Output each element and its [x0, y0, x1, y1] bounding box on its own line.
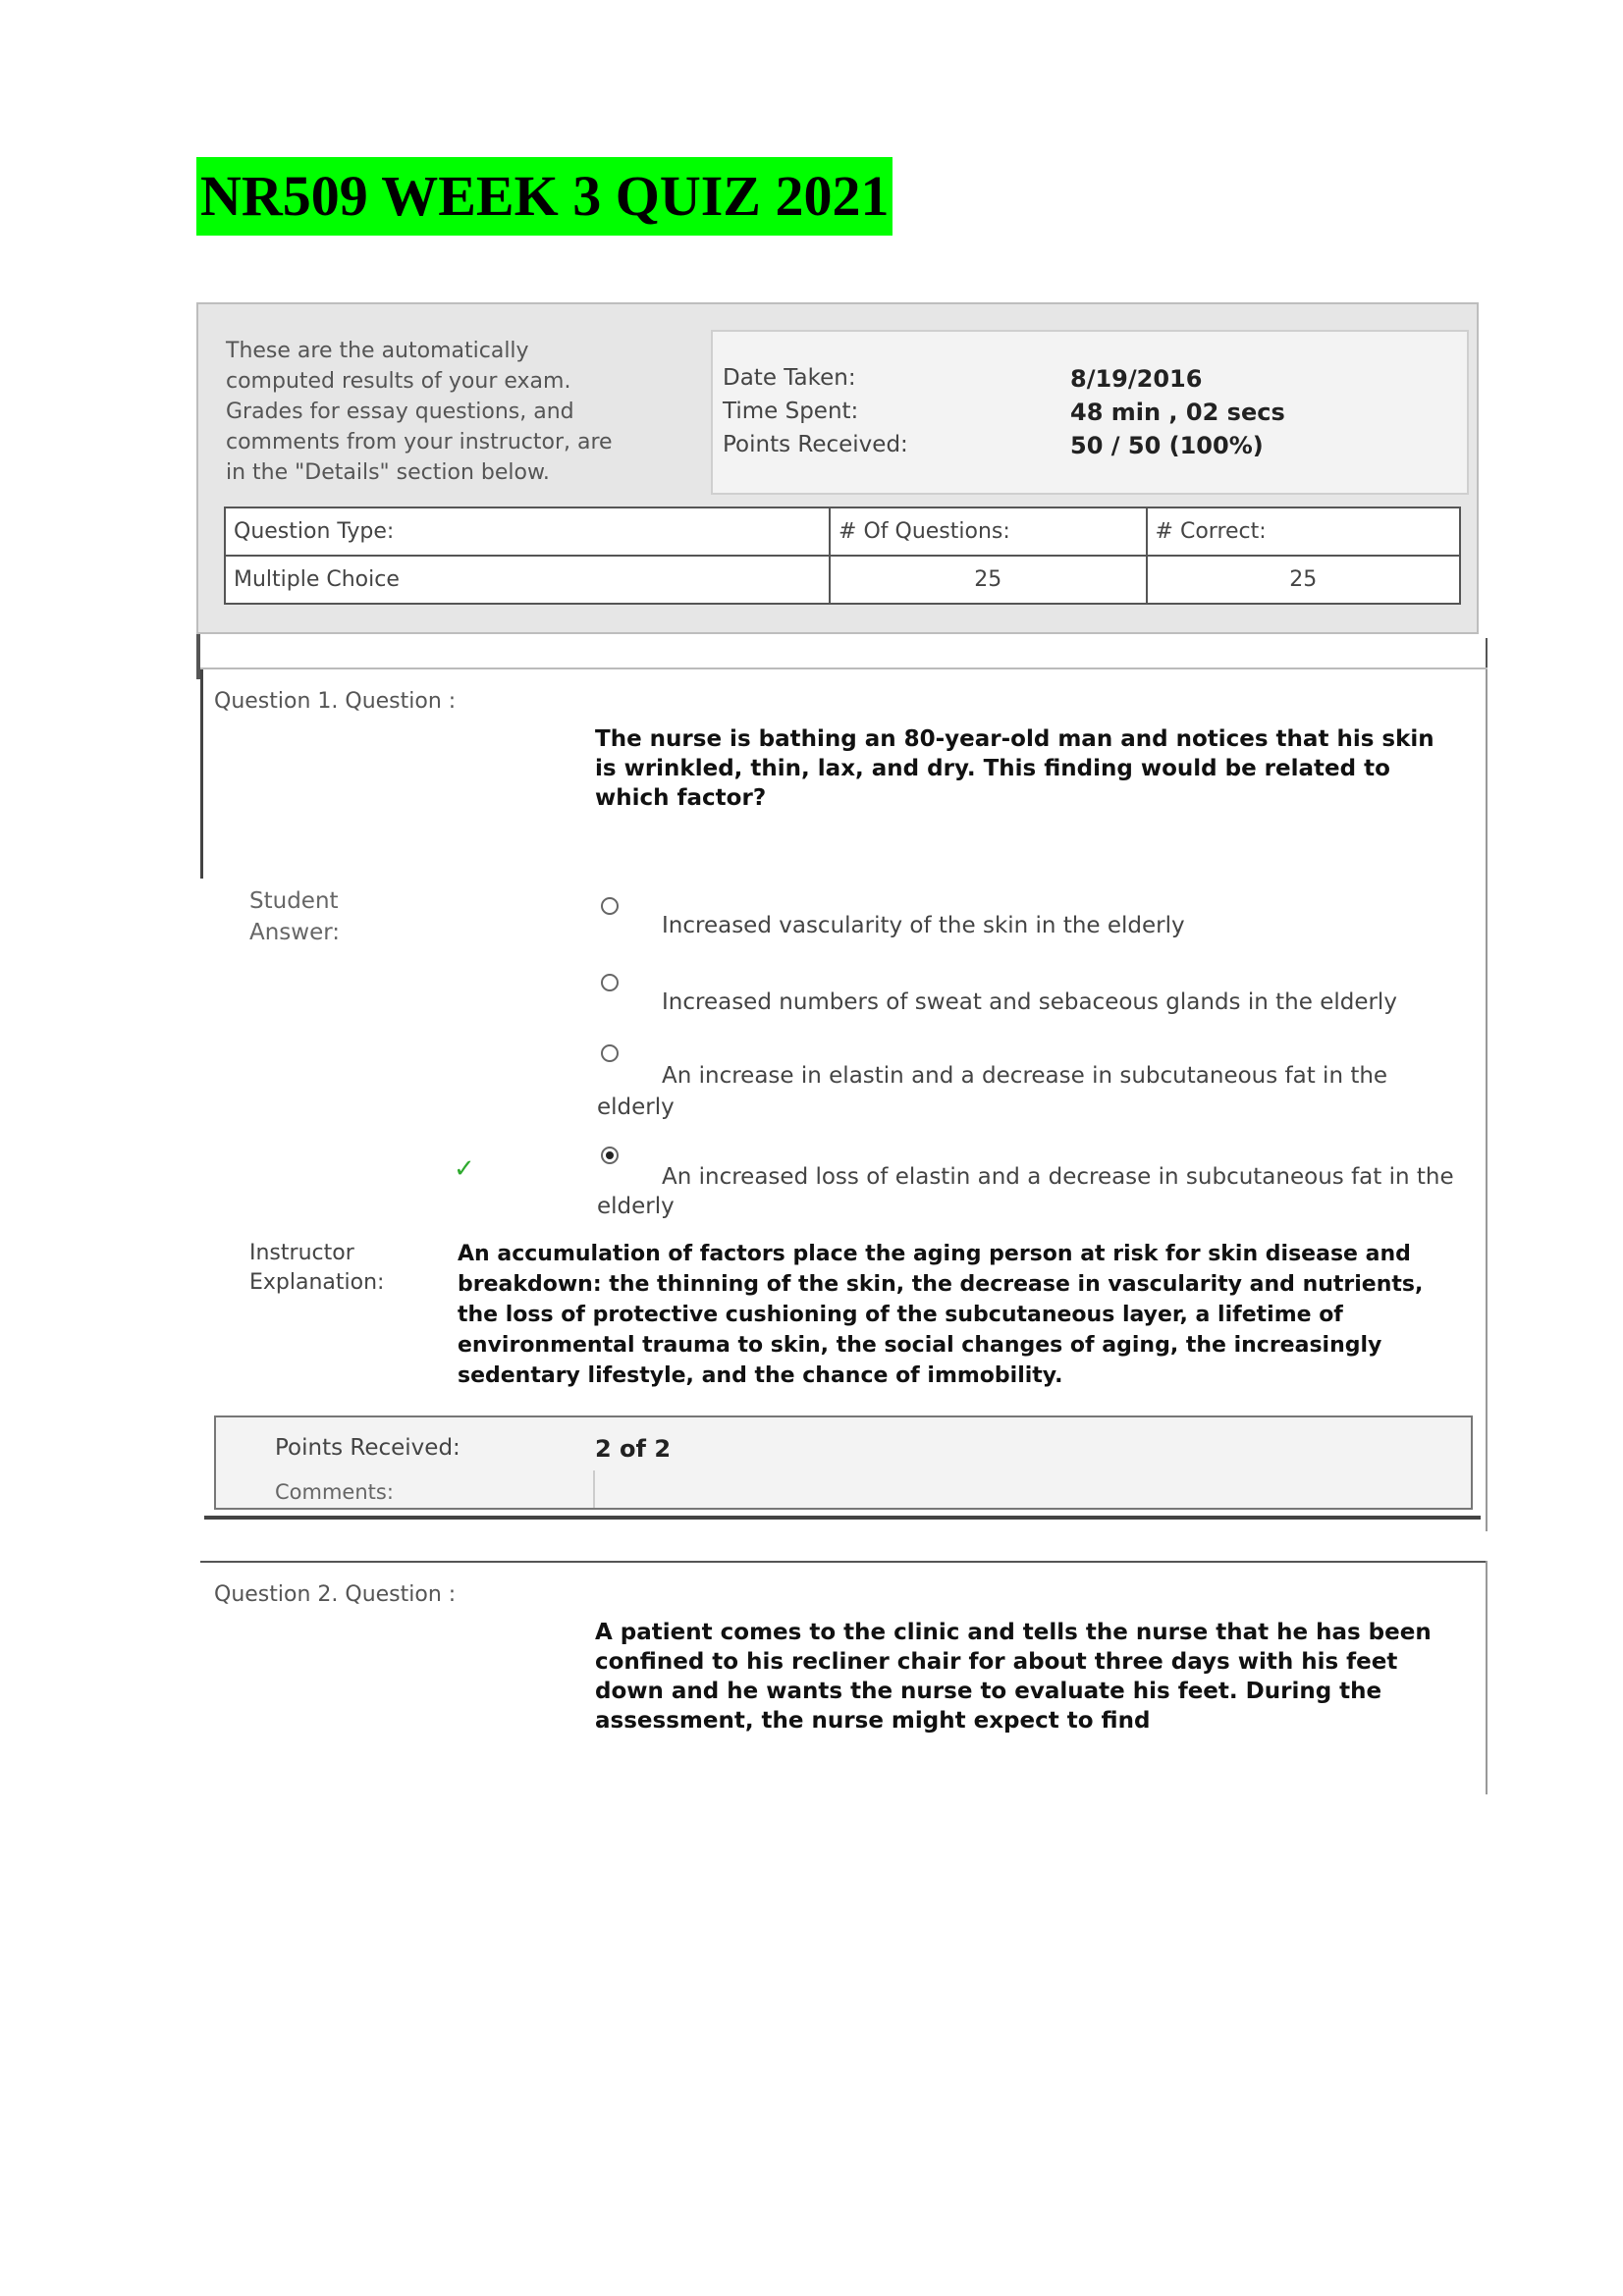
points-received-box — [214, 1415, 1473, 1510]
question-label: Question 1. Question : — [214, 689, 457, 714]
points-received-label: Points Received: — [275, 1435, 460, 1461]
date-taken-label: Date Taken: — [723, 365, 856, 391]
answer-option[interactable] — [601, 897, 1475, 946]
table-header-row — [225, 507, 1460, 556]
answer-text: Increased vascularity of the skin in the elderly — [662, 913, 1185, 938]
answer-text: An increased loss of elastin and a decrease in subcutaneous fat in the elderly — [597, 1164, 1454, 1219]
question-frame-top — [200, 1561, 1488, 1563]
table-header: # Correct: — [1147, 507, 1460, 556]
radio-icon[interactable] — [601, 897, 619, 915]
answer-option[interactable] — [597, 1147, 1475, 1225]
student-answer-label: Student Answer: — [249, 888, 341, 945]
intro-line: computed results of your exam. — [226, 369, 571, 394]
instructor-explanation-label: Instructor Explanation: — [249, 1241, 385, 1295]
instructor-explanation: An accumulation of factors place the aging person at risk for skin disease and breakdown: the thinning of the skin, the decrease in vascularity and nutrients, the loss of protective cushioning of the subcutaneous layer, a lifetime of environmental trauma to skin, the social changes of aging, the increasingly sedentary lifestyle, and the chance of immobility. — [458, 1242, 1424, 1388]
page-title: NR509 WEEK 3 QUIZ 2021 — [196, 157, 893, 236]
points-received-value: 50 / 50 (100%) — [1070, 432, 1264, 459]
table-cell: 25 — [830, 556, 1147, 604]
points-divider — [593, 1470, 595, 1508]
question-text: A patient comes to the clinic and tells the nurse that he has been confined to his recliner chair for about three days with his feet down and he wants the nurse to evaluate his feet. During the assessment, the nurse might expect to find — [595, 1620, 1432, 1734]
question-frame-right — [1486, 1561, 1488, 1794]
table-cell: 25 — [1147, 556, 1460, 604]
question-frame-top — [200, 667, 1488, 669]
intro-line: These are the automatically — [226, 339, 529, 363]
question-frame-right — [1486, 667, 1488, 1531]
comments-label: Comments: — [275, 1480, 394, 1504]
table-header: Question Type: — [225, 507, 830, 556]
radio-icon[interactable] — [601, 974, 619, 991]
table-cell: Multiple Choice — [225, 556, 830, 604]
correct-check-icon: ✓ — [454, 1154, 475, 1184]
answer-option[interactable] — [597, 1044, 1475, 1123]
question-frame-left — [200, 667, 203, 879]
frame-right-edge — [1486, 638, 1488, 667]
time-spent-label: Time Spent: — [723, 399, 859, 424]
answer-option[interactable] — [601, 974, 1475, 1023]
table-header: # Of Questions: — [830, 507, 1147, 556]
intro-line: comments from your instructor, are — [226, 430, 613, 454]
question-label: Question 2. Question : — [214, 1582, 457, 1607]
question-separator — [204, 1516, 1481, 1520]
intro-line: Grades for essay questions, and — [226, 400, 574, 424]
answer-text: Increased numbers of sweat and sebaceous glands in the elderly — [662, 989, 1397, 1015]
question-type-table — [224, 507, 1461, 605]
date-taken-value: 8/19/2016 — [1070, 365, 1203, 393]
points-received-label: Points Received: — [723, 432, 908, 457]
answer-text: An increase in elastin and a decrease in subcutaneous fat in the elderly — [597, 1063, 1388, 1120]
time-spent-value: 48 min , 02 secs — [1070, 399, 1285, 426]
question-text: The nurse is bathing an 80-year-old man and notices that his skin is wrinkled, thin, lax, and dry. This finding would be related to which factor? — [595, 726, 1434, 811]
intro-line: in the "Details" section below. — [226, 460, 550, 485]
summary-intro — [226, 336, 687, 488]
points-received-value: 2 of 2 — [595, 1435, 672, 1463]
table-row — [225, 556, 1460, 604]
